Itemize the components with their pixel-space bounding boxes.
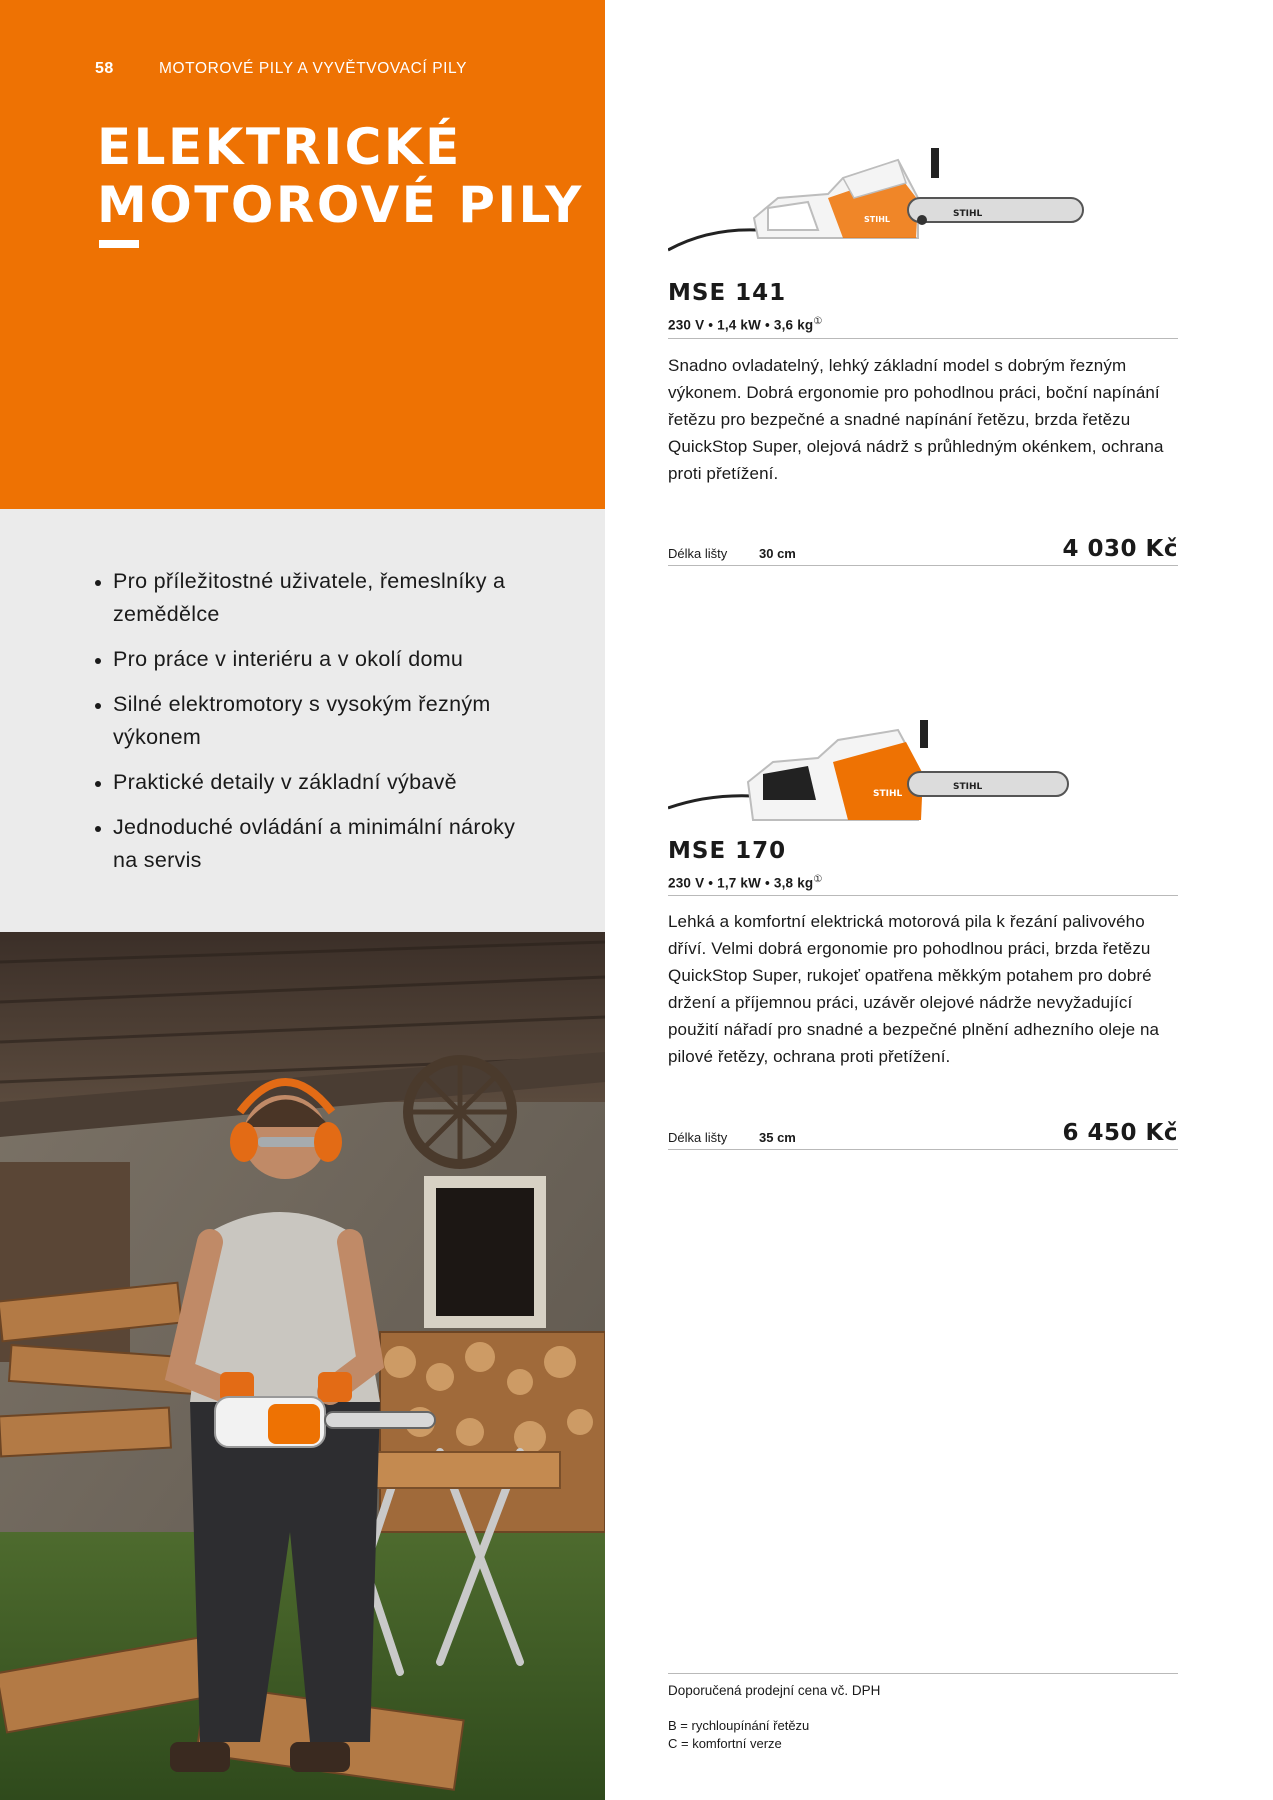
bar-length-label: Délka lišty: [668, 1130, 728, 1145]
legend-item: B = rychloupínání řetězu: [668, 1718, 810, 1733]
feature-list: [95, 565, 535, 889]
man-cutting-wood-image: [0, 932, 605, 1800]
product-price: 4 030 Kč: [1062, 536, 1178, 562]
page-number: 58: [95, 60, 114, 77]
orange-header-panel: [0, 0, 605, 509]
feature-item: Pro práce v interiéru a v okolí domu: [95, 643, 535, 676]
product-spec: [668, 316, 823, 333]
mse-141-product-image: [668, 138, 1088, 258]
product-name: MSE 141: [668, 280, 787, 306]
bar-length-value: 30 cm: [759, 546, 796, 561]
footer-divider: [668, 1673, 1178, 1674]
feature-item: Jednoduché ovládání a minimální nároky na servis: [95, 811, 535, 877]
section-name: MOTOROVÉ PILY A VYVĚTVOVACÍ PILY: [159, 60, 468, 77]
divider: [668, 1149, 1178, 1150]
divider: [668, 895, 1178, 896]
product-name: MSE 170: [668, 838, 787, 864]
product-spec: [668, 874, 823, 891]
product-description: Snadno ovladatelný, lehký základní model s dobrým řezným výkonem. Dobrá ergonomie pro pohodlnou práci, boční napínání řetězu pro bezpečné a snadné napínání řetězu, brzda řetězu QuickStop Super, olejová nádrž s průhledným okénkem, ochrana proti přetížení.: [668, 356, 1164, 483]
title-underline: [99, 240, 139, 248]
bar-length-label: Délka lišty: [668, 546, 728, 561]
product-spec-text: 230 V • 1,7 kW • 3,8 kg: [668, 875, 814, 891]
product-description: Lehká a komfortní elektrická motorová pila k řezání palivového dříví. Velmi dobrá ergonomie pro pohodlnou práci, brzda řetězu QuickStop Super, rukojeť opatřena měkkým potahem pro dobré držení a příjemnou práci, uzávěr olejové nádrže nevyžadující použití nářadí pro snadné a bezpečné plnění adhezního oleje na pilové řetězy, ochrana proti přetížení.: [668, 912, 1160, 1066]
page-title-line-2: MOTOROVÉ PILY: [97, 176, 584, 234]
mse-170-product-image: [668, 712, 1088, 832]
bar-length-value: 35 cm: [759, 1130, 796, 1145]
price-note: Doporučená prodejní cena vč. DPH: [668, 1683, 881, 1698]
legend: [668, 1717, 809, 1753]
footnote-marker: ①: [813, 874, 823, 885]
product-spec-text: 230 V • 1,4 kW • 3,6 kg: [668, 317, 814, 333]
divider: [668, 565, 1178, 566]
brand-mark: STIHL: [864, 215, 890, 224]
divider: [668, 338, 1178, 339]
feature-panel: [0, 509, 605, 932]
legend-item: C = komfortní verze: [668, 1736, 782, 1751]
footnote-marker: ①: [813, 316, 823, 327]
page-title-line-1: ELEKTRICKÉ: [97, 118, 462, 176]
brand-mark: STIHL: [953, 209, 983, 219]
brand-mark: STIHL: [953, 782, 983, 792]
lifestyle-photo: [0, 932, 605, 1800]
feature-item: Silné elektromotory s vysokým řezným výkonem: [95, 688, 535, 754]
feature-item: Pro příležitostné uživatele, řemeslníky a zemědělce: [95, 565, 535, 631]
feature-item: Praktické detaily v základní výbavě: [95, 766, 535, 799]
product-price: 6 450 Kč: [1062, 1120, 1178, 1146]
page-title: [97, 118, 584, 234]
brand-mark: STIHL: [873, 789, 903, 799]
